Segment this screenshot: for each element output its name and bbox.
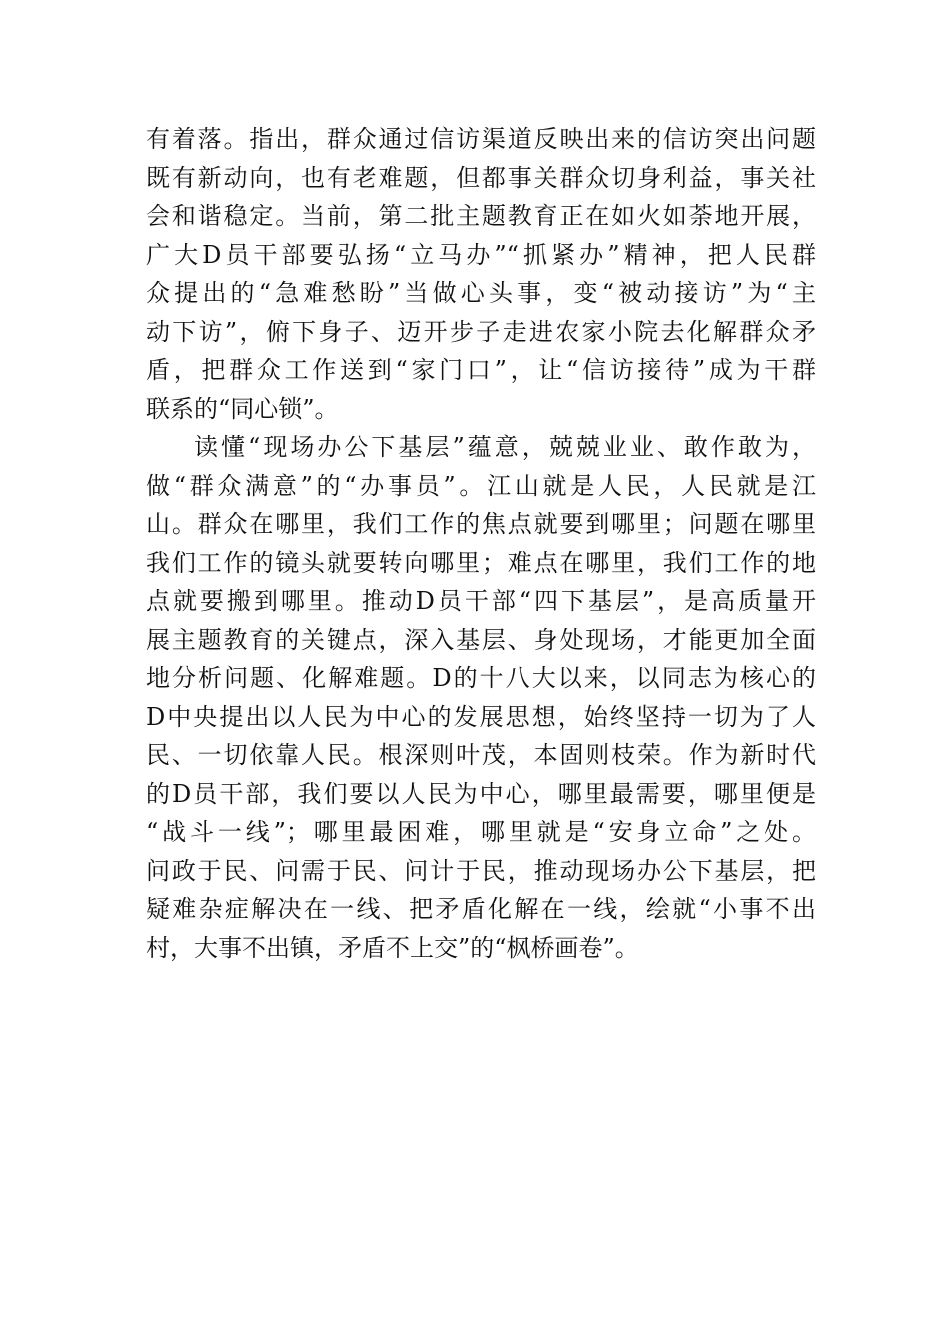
paragraph-1 xyxy=(146,120,816,428)
text-line: 山。群众在哪里，我们工作的焦点就要到哪里；问题在哪里 xyxy=(146,510,816,538)
text-line: 众提出的“急难愁盼”当做心头事，变“被动接访”为“主 xyxy=(146,279,816,307)
text-line: 读懂“现场办公下基层”蕴意，兢兢业业、敢作敢为， xyxy=(194,433,816,461)
text-line: 地分析问题、化解难题。D的十八大以来，以同志为核心的 xyxy=(146,664,816,692)
text-line: 既有新动向，也有老难题，但都事关群众切身利益，事关社 xyxy=(146,163,816,192)
text-line: 广大D员干部要弘扬“立马办”“抓紧办”精神，把人民群 xyxy=(146,240,816,269)
text-line: 会和谐稳定。当前，第二批主题教育正在如火如荼地开展， xyxy=(146,202,816,230)
text-line: 问政于民、问需于民、问计于民，推动现场办公下基层，把 xyxy=(146,856,816,885)
text-line: 村，大事不出镇，矛盾不上交”的“枫桥画卷”。 xyxy=(146,933,639,962)
text-line: “战斗一线”；哪里最困难，哪里就是“安身立命”之处。 xyxy=(146,818,816,846)
text-line: 疑难杂症解决在一线、把矛盾化解在一线，绘就“小事不出 xyxy=(146,895,816,923)
text-line: 展主题教育的关键点，深入基层、身处现场，才能更加全面 xyxy=(146,625,816,654)
text-line: 点就要搬到哪里。推动D员干部“四下基层”，是高质量开 xyxy=(146,587,816,615)
text-line: 有着落。指出，群众通过信访渠道反映出来的信访突出问题 xyxy=(146,125,816,153)
text-line: 民、一切依靠人民。根深则叶茂，本固则枝荣。作为新时代 xyxy=(146,741,816,769)
text-line: 盾，把群众工作送到“家门口”，让“信访接待”成为干群 xyxy=(146,356,816,384)
text-line: 联系的“同心锁”。 xyxy=(146,394,339,423)
text-line: 的D员干部，我们要以人民为中心，哪里最需要，哪里便是 xyxy=(146,779,816,808)
text-line: D中央提出以人民为中心的发展思想，始终坚持一切为了人 xyxy=(146,702,816,731)
text-line: 我们工作的镜头就要转向哪里；难点在哪里，我们工作的地 xyxy=(146,548,816,577)
text-line: 动下访”，俯下身子、迈开步子走进农家小院去化解群众矛 xyxy=(146,317,816,346)
paragraph-2 xyxy=(146,428,816,967)
body-text xyxy=(146,120,816,967)
text-line: 做“群众满意”的“办事员”。江山就是人民，人民就是江 xyxy=(146,471,816,500)
